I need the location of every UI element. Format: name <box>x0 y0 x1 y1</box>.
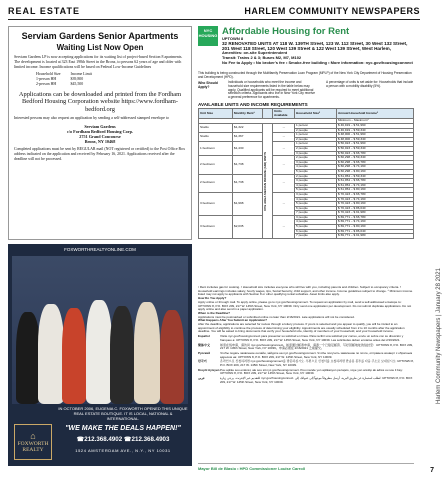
unit-size-cell: 3 bedroom <box>199 215 233 238</box>
address-line: Bronx, NY 10468 <box>84 139 116 145</box>
person-figure <box>134 302 160 404</box>
household-size-cell: 3 people <box>295 179 337 184</box>
units-available-cell: → <box>273 215 295 238</box>
income-range-cell: $ 46,919 – $ 51,960 <box>337 124 414 129</box>
household-size-cell: 2 people <box>295 146 337 151</box>
side-credit-text: Harlem Community Newspapers | January 28 2021 <box>436 268 442 404</box>
income-range-cell: $ 50,023 – $ 59,340 <box>337 146 414 151</box>
income-range-cell: $ 60,298 – $ 59,340 <box>337 156 414 161</box>
when-answer: Applications must be postmarked or submitted online no later than 2/16/2021. Late applications will not be considered. <box>198 314 355 319</box>
col-band <box>263 109 273 119</box>
section-title: REAL ESTATE <box>8 6 81 16</box>
language-name: Español <box>198 334 210 339</box>
foxworth-ad <box>8 244 192 466</box>
foxworth-logo <box>14 424 52 460</box>
income-header-size: Household Size <box>36 72 61 77</box>
fee-note: No Fee to Apply • No broker's fee • Smoke-free building • More information: nyc.gov/housingconnect <box>222 59 413 65</box>
ad-story: IN OCTOBER 2006, EUGENIA C. FOXWORTH OPENED THIS UNIQUE REAL ESTATE BOUTIQUE. IT IS LOCAL, NATIONAL & INTERNATIONAL. <box>58 406 188 421</box>
ad-phones: ☎212.368.4902 ☎212.368.4903 <box>76 436 170 443</box>
housing-footer <box>198 286 414 385</box>
household-size-cell: 5 people <box>295 188 337 193</box>
language-row <box>198 377 414 384</box>
who-text: Individuals or households who meet the income and household size requirements listed in the table below may apply. Qualified applicants will be required to meet additional selection criteria. Applicants who live in New York City receive a general preference for apartments. <box>228 80 315 100</box>
address-line: c/o Fordham Bedford Housing Corp. <box>67 129 133 135</box>
household-size-cell: 5 people <box>295 202 337 207</box>
monthly-rent-cell: $1,430 <box>233 142 263 156</box>
ami-band-label: 60% AREA MEDIAN INCOME (AMI) UNITS <box>263 151 267 211</box>
income-range-cell: $ 60,298 – $ 66,780 <box>337 160 414 165</box>
unit-size-cell: Studio <box>199 124 233 133</box>
income-range-cell: $ 69,771 – $ 74,160 <box>337 220 414 225</box>
income-row-size: 1-person HH <box>36 77 57 82</box>
income-table <box>36 72 102 86</box>
publication-name: HARLEM COMMUNITY NEWSPAPERS <box>244 6 420 16</box>
income-range-cell: $ 61,954 – $ 74,160 <box>337 183 414 188</box>
person-figure <box>110 306 134 404</box>
units-table <box>198 108 414 239</box>
monthly-rent-cell: $1,738 <box>233 174 263 192</box>
monthly-rent-cell: $2,035 <box>233 215 263 238</box>
monthly-rent-cell: $1,738 <box>233 156 263 174</box>
officials-line: Mayor Bill de Blasio • HPD Commissioner Louise Carroll <box>198 463 414 472</box>
household-size-cell: 4 people <box>295 165 337 170</box>
income-header-limit: Income Limit <box>70 72 92 77</box>
who-should-apply <box>198 81 414 101</box>
income-range-cell: $ 46,919 – $ 59,340 <box>337 128 414 133</box>
construction-note: This building is being constructed through the Multifamily Preservation Loan Program (MPLP) of the New York City Department of Housing Preservation and Development (HPD). <box>198 71 412 79</box>
units-available-cell: → <box>273 124 295 133</box>
address-name: Serviam Gardens <box>84 124 116 130</box>
how-question: How Do You Apply? <box>198 296 227 301</box>
how-answer: Apply online or through mail. To apply online, please go to nyc.gov/housingconnect. To request an application by mail, send a self-addressed envelope to: UPTOWN 8, P.O. BOX 209, 217 W. 145th Street, New York, NY 10039. Only send one application per development. Do not submit duplicate applications. Do not apply online and also send in a paper application. <box>198 299 412 312</box>
language-text: للتقديم عبر الإنترنت، يرجى زيارة nyc.gov/housingconnect. لطلب استمارة عن طريق البريد، أرسل مظروفاً موجهاً إلى عنوانك إلى: UPTOWN 8, P.O. BOX 209, 217 W. 145th Street, New York, NY 10039. <box>220 376 413 384</box>
logo-name: FOXWORTH <box>17 441 49 447</box>
page-number: 7 <box>430 467 434 474</box>
what-question: What Happens After You Submit an Application? <box>198 318 268 323</box>
project-name: UPTOWN 8 <box>222 36 244 41</box>
income-range-cell: $ 69,771 – $ 86,040 <box>337 229 414 234</box>
language-name: 简体中文 <box>198 342 211 347</box>
request-note: Interested persons may also request an application by sending a self-addressed stamped envelope to <box>14 116 170 121</box>
income-row-limit: $39,800 <box>70 77 84 82</box>
units-line: 32 RENOVATED UNITS AT 118 W. 139TH Street, 123 W. 112 Street, 30 West 132 Street, 201 West 118 Street, 120 West 139 Street & 122 West 139 Street, West Harlem, <box>222 40 408 51</box>
language-name: 한국어 <box>198 359 207 364</box>
ad-address: 1524 AMSTERDAM AVE., N.Y., NY 10031 <box>75 448 171 453</box>
household-size-cell: 5 people <box>295 169 337 174</box>
income-range-cell: $ 61,954 – $ 80,160 <box>337 188 414 193</box>
col-monthly-rent: Monthly Rent¹ <box>233 109 263 119</box>
person-figure <box>38 304 64 404</box>
income-range-cell: $ 61,954 – $ 66,780 <box>337 179 414 184</box>
serviam-subtitle: Waiting List Now Open <box>56 43 144 52</box>
units-available-cell: → <box>273 156 295 174</box>
household-size-cell: 2 people <box>295 137 337 142</box>
household-size-cell: 2 people <box>295 128 337 133</box>
household-size-cell: 1 person <box>295 124 337 129</box>
household-size-cell: 7 people <box>295 211 337 216</box>
transit: Transit: Trains 2 & 3; Buses M2, M7, M102 <box>222 55 302 61</box>
income-range-cell: $ 70,423 – $ 74,160 <box>337 197 414 202</box>
income-range-cell: $ 69,771 – $ 66,780 <box>337 215 414 220</box>
income-range-cell: $ 48,000 – $ 59,340 <box>337 137 414 142</box>
mailing-address <box>14 124 186 144</box>
when-question: When is the Deadline? <box>198 310 231 315</box>
nyc-housing-logo: NYC HOUSING <box>198 26 218 46</box>
household-size-cell: 2 people <box>295 156 337 161</box>
household-size-cell: 3 people <box>295 215 337 220</box>
ad-url: FOXWORTHREALTYONLINE.COM <box>64 247 136 252</box>
unit-size-cell: 2 bedroom <box>199 156 233 174</box>
unit-size-cell: 3 bedroom <box>199 192 233 215</box>
household-size-cell: 2 people <box>295 174 337 179</box>
units-available-cell: → <box>273 192 295 215</box>
household-size-cell: 3 people <box>295 160 337 165</box>
monthly-rent-cell: $1,367 <box>233 133 263 142</box>
monthly-rent-cell: $1,322 <box>233 124 263 133</box>
housing-notice <box>198 26 414 472</box>
person-figure <box>62 308 86 404</box>
serviam-title: Serviam Gardens Senior Apartments <box>21 31 179 41</box>
logo-sub: REALTY <box>22 447 44 453</box>
who-label: Who Should Apply? <box>198 81 218 89</box>
income-range-cell: $ 50,023 – $ 66,780 <box>337 151 414 156</box>
income-range-cell: $ 70,423 – $ 91,980 <box>337 211 414 216</box>
serviam-intro: Serviam Gardens LP is now accepting applications for its waiting list of project-based Section 8 apartments. The development is located at 323 East 198th Street in the Bronx, to persons 62 years of age and older with limited income. Income qualifications will be based on Federal Low-Income Guidelines <box>14 55 183 69</box>
household-size-cell: 1 person <box>295 133 337 138</box>
ami-band-cell <box>263 124 273 239</box>
language-text: 온라인으로 신청하려면 nyc.gov/housingconnect를 방문하십시오. 우편으로 신청서를 요청하려면 반송용 봉투를 다음 주소로 보내십시오: UPTOWN 8, P.O. BOX 209, 217 W. 145th Street, New York, NY 10039. <box>220 359 414 368</box>
what-answer: After the deadline, applications are selected for review through a lottery process. If yours is selected and you appear to qualify, you will be invited to an appointment of eligibility to continue the process of determining your eligibility. Appointments are usually scheduled from 2 to 10 months after the application deadline. You will be asked to bring documents that verify your household size, identity of members of your household, and your household income. <box>198 322 405 334</box>
income-range-cell: $ 60,298 – $ 80,160 <box>337 169 414 174</box>
person-figure <box>160 310 184 404</box>
language-instructions <box>198 335 414 384</box>
person-figure <box>86 300 112 404</box>
household-size-cell: 1 person <box>295 142 337 147</box>
monthly-rent-cell: $1,998 <box>233 192 263 215</box>
income-range-cell: $ 50,023 – $ 51,960 <box>337 142 414 147</box>
units-available-cell: → <box>273 142 295 156</box>
units-available-cell: → <box>273 133 295 142</box>
language-row <box>198 335 414 342</box>
units-table-title: AVAILABLE UNITS AND INCOME REQUIREMENTS <box>198 102 308 107</box>
col-units-available: Units Available <box>273 109 295 119</box>
income-range-cell: $ 70,423 – $ 80,160 <box>337 202 414 207</box>
person-figure <box>16 312 40 404</box>
household-size-cell: 4 people <box>295 197 337 202</box>
col-household-size: Household Size² <box>295 109 337 119</box>
col-min-max: Minimum – Maximum⁴ <box>337 119 414 124</box>
col-annual-income: Annual Household Income³ <box>337 109 414 119</box>
serviam-notice <box>8 26 192 240</box>
col-unit-size: Unit Size <box>199 109 233 119</box>
page-header <box>8 6 420 20</box>
language-text: Visite nyc.gov/housingconnect para presentar su solicitud en línea. Para recibir una solicitud por correo, envíe un sobre con su dirección y franqueo a: UPTOWN 8, P.O. BOX 209, 217 W. 145th Street, New York, NY 10039. Las solicitudes deben enviarse antes del 2/16/2021. <box>220 334 404 342</box>
unit-size-cell: 2 bedroom <box>199 174 233 192</box>
income-range-cell: $ 61,954 – $ 59,340 <box>337 174 414 179</box>
housing-details <box>222 37 414 66</box>
household-size-cell: 3 people <box>295 192 337 197</box>
who-bullet: A percentage of units is set aside for: Households that include a person with a mobility disability (5%). <box>326 80 414 88</box>
language-text: 如需在线申请，请访问 nyc.gov/housingconnect。如需通过邮寄申请，请寄一个已贴足邮资、写好回邮地址的信封至：UPTOWN 8, P.O. BOX 209, 217 W. 145th Street, New York, NY 10039。申请必须在 2/16/2021 之前提交。 <box>220 342 413 351</box>
household-size-cell: 4 people <box>295 220 337 225</box>
household-size-cell: 6 people <box>295 229 337 234</box>
household-size-cell: 5 people <box>295 225 337 230</box>
income-range-cell: $ 69,771 – $ 91,980 <box>337 234 414 239</box>
language-text: Чтобы подать заявление онлайн, зайдите на nyc.gov/housingconnect. Чтобы получить заявление по почте, отправьте конверт с обратным адресом на: UPTOWN 8, P.O. BOX 209, 217 W. 145th Street, New York, NY 10039. <box>220 350 413 359</box>
unit-size-cell: 1 bedroom <box>199 142 233 156</box>
side-credit <box>424 24 442 474</box>
language-name: Kreyòl Ayisyen <box>198 367 220 372</box>
housing-title: Affordable Housing for Rent <box>222 26 350 37</box>
income-range-cell: $ 69,771 – $ 80,160 <box>337 225 414 230</box>
income-range-cell: $ 48,000 – $ 51,960 <box>337 133 414 138</box>
unit-size-cell: Studio <box>199 133 233 142</box>
household-size-cell: 4 people <box>295 183 337 188</box>
deadline-note: Completed applications must be sent by REGULAR mail (NOT registered or certified) to the Post Office Box address indicated on the application and received by February 16, 2021. Applications received after the deadline will not be processed. <box>14 147 186 161</box>
income-range-cell: $ 70,423 – $ 66,780 <box>337 192 414 197</box>
household-size-cell: 3 people <box>295 151 337 156</box>
language-row <box>198 360 414 367</box>
language-name: Русский <box>198 350 211 355</box>
household-size-cell: 7 people <box>295 234 337 239</box>
house-icon: ⌂ <box>30 431 36 441</box>
amenities: Amenities: on-site Superintendent <box>222 50 288 56</box>
address-line: 2751 Grand Concourse <box>79 134 121 140</box>
download-note: Applications can be downloaded and printed from the Fordham Bedford Housing Corporation website https://www.fordham-bedford.org <box>18 90 182 113</box>
language-row <box>198 344 414 351</box>
income-range-cell: $ 60,298 – $ 74,160 <box>337 165 414 170</box>
ad-slogan: "WE MAKE THE DEALS HAPPEN!" <box>65 425 181 432</box>
income-range-cell: $ 70,423 – $ 86,040 <box>337 206 414 211</box>
language-text: Pou aplike sou entènèt, ale sou sit nyc.gov/housingconnect. Pou mande yon aplikasyon pa lapòs, voye yon anvlòp ak adrès ou sou li bay: UPTOWN 8, P.O. BOX 209, 217 W. 145th Street, New York, NY 10039. <box>220 367 403 376</box>
income-row-limit: $45,500 <box>70 81 84 86</box>
household-size-cell: 6 people <box>295 206 337 211</box>
language-name: عربي <box>198 376 205 381</box>
ad-photo <box>12 256 188 404</box>
units-available-cell: → <box>273 174 295 192</box>
footnotes: ¹ Rent includes gas for cooking. ² Household size includes everyone who will live with you, including parents and children. Subject to occupancy criteria. ³ Household earnings includes salary, hourly wages, tips, Social Security, child support, and other income. Income guidelines subject to change. ⁴ Minimum income listed may not apply to applicants with Section 8 or other qualifying rental subsidies. Asset limits also apply. <box>198 285 413 297</box>
income-row-size: 2-person HH <box>36 81 57 86</box>
